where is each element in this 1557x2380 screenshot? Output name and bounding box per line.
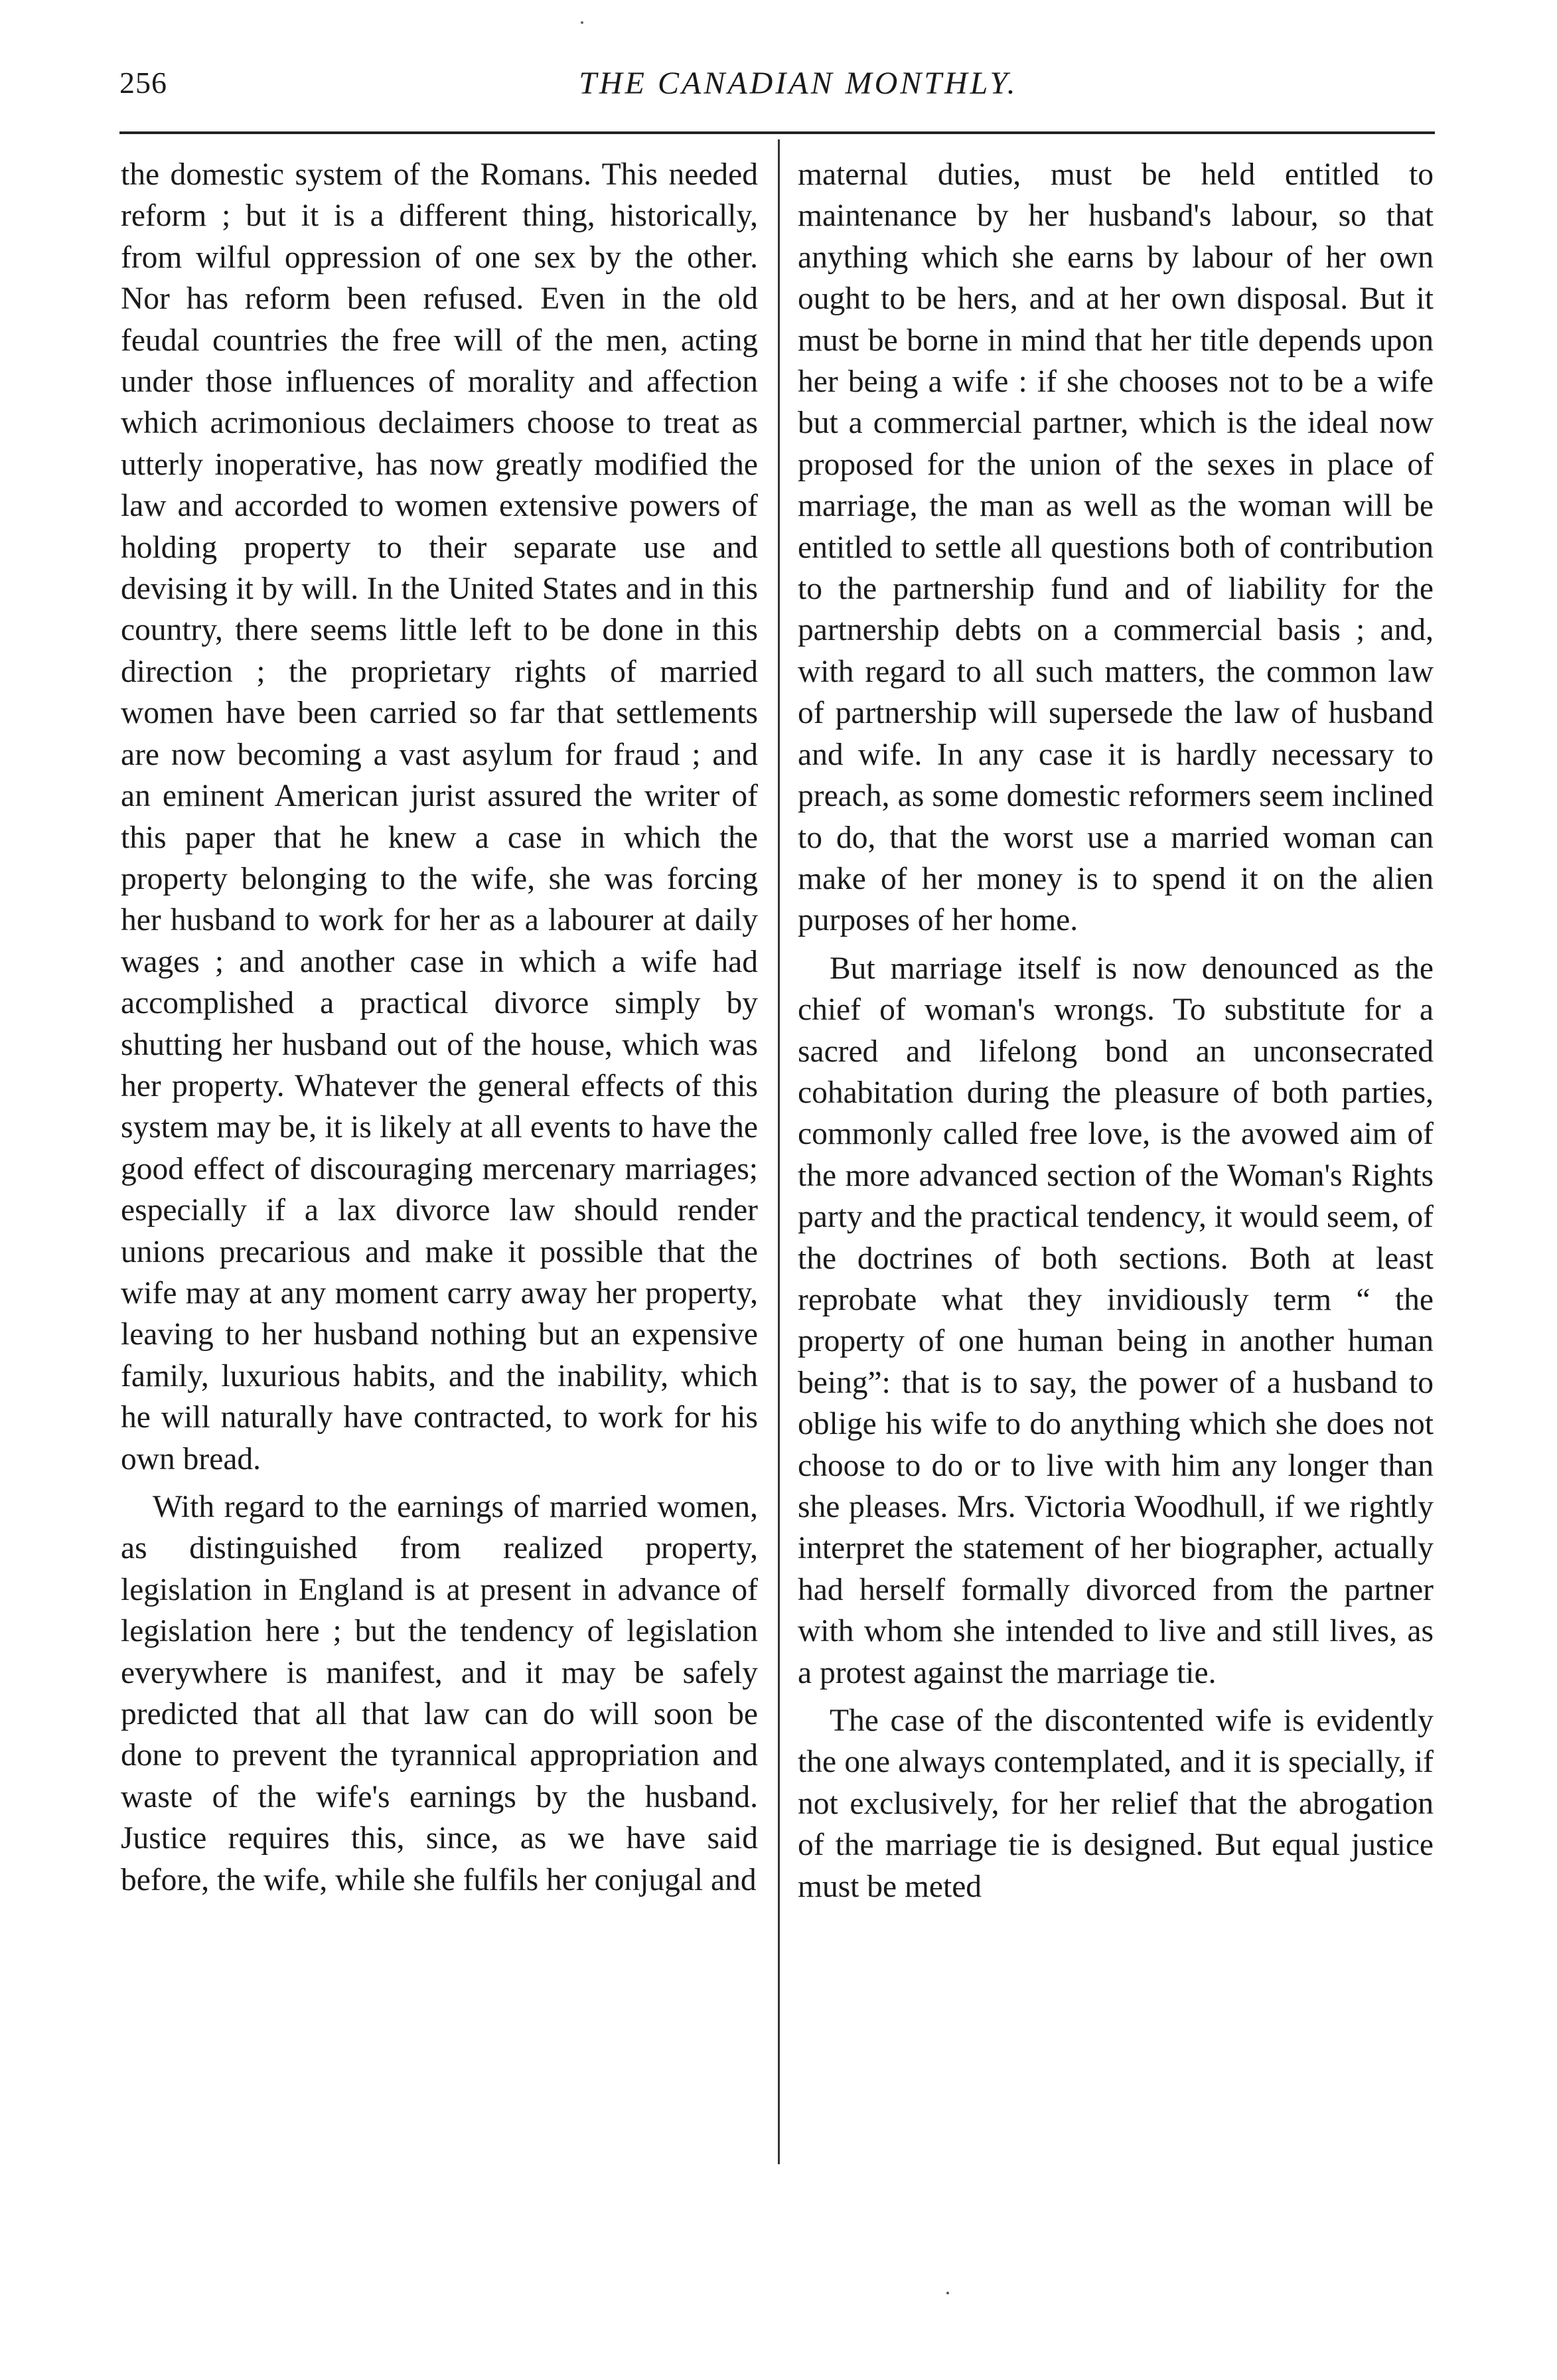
left-column: [121, 154, 758, 1901]
running-title: THE CANADIAN MONTHLY.: [579, 66, 1018, 101]
left-paragraph-2: With regard to the earnings of married women, as distinguished from realized property, legislation in England is at present in advance of legislation here ; but the tendency of legislation everywhere is manifest, and it may be safely predicted that all that law can do will soon be done to prevent the tyrannical appropriation and waste of the wife's earnings by the husband. Justice requires this, since, as we have said before, the wife, while she fulfils her conjugal and: [121, 1490, 758, 1897]
page-number: 256: [119, 66, 167, 100]
right-paragraph-2: But marriage itself is now denounced as the chief of woman's wrongs. To substitute for a sacred and lifelong bond an unconsecrated cohabitation during the pleasure of both parties, commonly called free love, is the avowed aim of the more advanced section of the Woman's Rights party and the practical tendency, it would seem, of the doctrines of both sections. Both at least reprobate what they invidiously term “ the property of one human being in another human being”: that is to say, the power of a husband to oblige his wife to do anything which she does not choose to do or to live with him any longer than she pleases. Mrs. Victoria Woodhull, if we rightly interpret the statement of her biographer, actually had herself formally divorced from the partner with whom she intended to live and still lives, as a protest against the marriage tie.: [798, 951, 1434, 1690]
right-paragraph-1: maternal duties, must be held entitled to maintenance by her husband's labour, so that anything which she earns by labour of her own ought to be hers, and at her own disposal. But it must be borne in mind that her title depends upon her being a wife : if she chooses not to be a wife but a commercial partner, which is the ideal now proposed for the union of the sexes in place of marriage, the man as well as the woman will be entitled to settle all questions both of contribution to the partnership fund and of liability for the partnership debts on a commercial basis ; and, with regard to all such matters, the common law of partnership will supersede the law of husband and wife. In any case it is hardly necessary to preach, as some domestic reformers seem inclined to do, that the worst use a married woman can make of her money is to spend it on the alien purposes of her home.: [798, 157, 1434, 938]
stray-mark-top: [581, 21, 583, 24]
right-paragraph-3: The case of the discontented wife is evidently the one always contemplated, and it is specially, if not exclusively, for her relief that the abrogation of the marriage tie is designed. But equal justice must be meted: [798, 1704, 1434, 1904]
header-rule: [119, 131, 1435, 134]
left-paragraph-1: the domestic system of the Romans. This needed reform ; but it is a different thing, historically, from wilful oppression of one sex by the other. Nor has reform been refused. Even in the old feudal countries the free will of the men, acting under those influences of morality and affection which acrimonious declaimers choose to treat as utterly inoperative, has now greatly modified the law and accorded to women extensive powers of holding property to their separate use and devising it by will. In the United States and in this country, there seems little left to be done in this direction ; the proprietary rights of married women have been carried so far that settlements are now becoming a vast asylum for fraud ; and an eminent American jurist assured the writer of this paper that he knew a case in which the property belonging to the wife, she was forcing her husband to work for her as a labourer at daily wages ; and another case in which a wife had accomplished a practical divorce simply by shutting her husband out of the house, which was her property. Whatever the general effects of this system may be, it is likely at all events to have the good effect of discouraging mercenary marriages; especially if a lax divorce law should render unions precarious and make it possible that the wife may at any moment carry away her property, leaving to her husband nothing but an expensive family, luxurious habits, and the inability, which he will naturally have contracted, to work for his own bread.: [121, 157, 758, 1476]
right-column: [798, 154, 1434, 1907]
stray-mark-bottom: [946, 2292, 949, 2294]
column-divider: [778, 139, 780, 2164]
